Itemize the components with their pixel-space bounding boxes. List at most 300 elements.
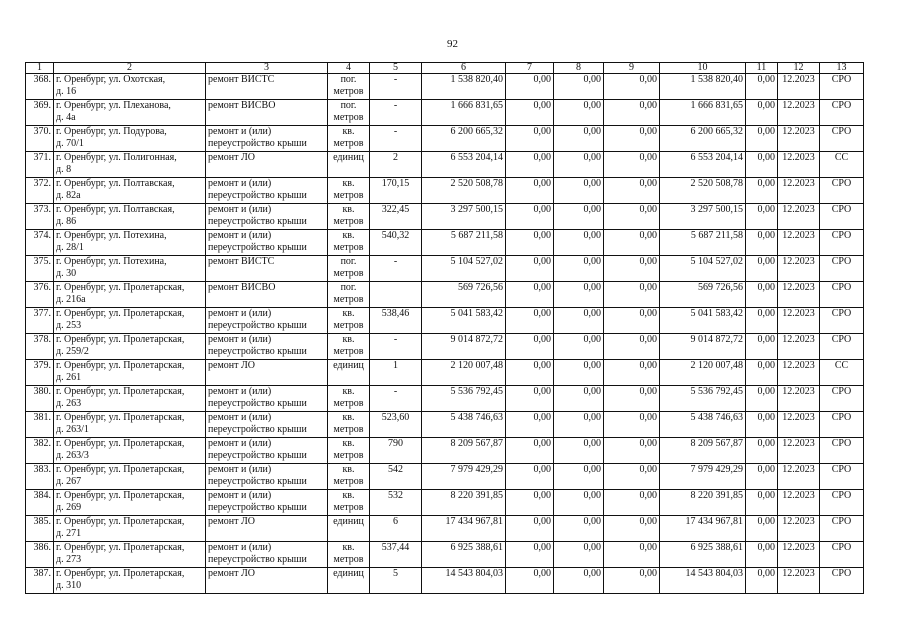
value-cell-10: 7 979 429,29	[660, 464, 746, 490]
address-cell-line: д. 263/1	[56, 424, 89, 435]
quantity-cell: 1	[370, 360, 422, 386]
work-type-cell-line: ремонт ВИСВО	[208, 282, 276, 293]
row-number-cell: 368.	[26, 74, 54, 100]
value-cell-7: 0,00	[506, 360, 554, 386]
value-cell-7: 0,00	[506, 230, 554, 256]
work-type-cell	[206, 360, 328, 386]
address-cell-line: г. Оренбург, ул. Потехина,	[56, 230, 167, 241]
term-cell: 12.2023	[778, 256, 820, 282]
address-cell-line: д. 269	[56, 502, 82, 513]
value-cell-11: 0,00	[746, 490, 778, 516]
unit-cell-line: кв.	[342, 178, 355, 189]
address-cell-line: д. 263/3	[56, 450, 89, 461]
work-type-cell-line: ремонт и (или)	[208, 334, 272, 345]
table-row	[26, 516, 864, 542]
row-number-cell: 373.	[26, 204, 54, 230]
address-cell	[54, 126, 206, 152]
row-number-cell: 376.	[26, 282, 54, 308]
work-type-cell-line: переустройство крыши	[208, 450, 307, 461]
source-cell: СРО	[820, 386, 864, 412]
value-cell-8: 0,00	[554, 542, 604, 568]
term-cell: 12.2023	[778, 308, 820, 334]
value-cell-8: 0,00	[554, 360, 604, 386]
address-cell-line: г. Оренбург, ул. Пролетарская,	[56, 282, 185, 293]
quantity-cell: 542	[370, 464, 422, 490]
source-cell: СРО	[820, 230, 864, 256]
quantity-cell: 538,46	[370, 308, 422, 334]
row-number-cell: 382.	[26, 438, 54, 464]
address-cell	[54, 100, 206, 126]
value-cell-10: 9 014 872,72	[660, 334, 746, 360]
unit-cell	[328, 100, 370, 126]
value-cell-7: 0,00	[506, 542, 554, 568]
value-cell-8: 0,00	[554, 412, 604, 438]
unit-cell	[328, 438, 370, 464]
total-cost-cell: 5 438 746,63	[422, 412, 506, 438]
term-cell: 12.2023	[778, 542, 820, 568]
value-cell-11: 0,00	[746, 308, 778, 334]
value-cell-9: 0,00	[604, 542, 660, 568]
total-cost-cell: 5 687 211,58	[422, 230, 506, 256]
value-cell-8: 0,00	[554, 516, 604, 542]
term-cell: 12.2023	[778, 100, 820, 126]
value-cell-7: 0,00	[506, 568, 554, 594]
address-cell-line: г. Оренбург, ул. Пролетарская,	[56, 412, 185, 423]
column-header: 12	[778, 63, 820, 74]
address-cell	[54, 256, 206, 282]
total-cost-cell: 3 297 500,15	[422, 204, 506, 230]
address-cell-line: г. Оренбург, ул. Плеханова,	[56, 100, 171, 111]
value-cell-8: 0,00	[554, 282, 604, 308]
work-type-cell-line: переустройство крыши	[208, 216, 307, 227]
unit-cell-line: кв.	[342, 464, 355, 475]
source-cell: СРО	[820, 256, 864, 282]
total-cost-cell: 2 120 007,48	[422, 360, 506, 386]
unit-cell-line: пог.	[340, 74, 357, 85]
column-header: 13	[820, 63, 864, 74]
work-type-cell	[206, 490, 328, 516]
work-type-cell	[206, 438, 328, 464]
unit-cell-line: пог.	[340, 100, 357, 111]
quantity-cell: 790	[370, 438, 422, 464]
unit-cell	[328, 308, 370, 334]
work-type-cell-line: ремонт и (или)	[208, 412, 272, 423]
work-type-cell	[206, 308, 328, 334]
value-cell-11: 0,00	[746, 516, 778, 542]
work-type-cell	[206, 386, 328, 412]
value-cell-8: 0,00	[554, 230, 604, 256]
unit-cell	[328, 568, 370, 594]
address-cell	[54, 412, 206, 438]
work-type-cell-line: ремонт и (или)	[208, 386, 272, 397]
unit-cell-line: кв.	[342, 412, 355, 423]
value-cell-8: 0,00	[554, 464, 604, 490]
column-header: 8	[554, 63, 604, 74]
address-cell-line: д. 4а	[56, 112, 76, 123]
value-cell-10: 14 543 804,03	[660, 568, 746, 594]
source-cell: СРО	[820, 412, 864, 438]
value-cell-7: 0,00	[506, 490, 554, 516]
table-row	[26, 438, 864, 464]
unit-cell-line: кв.	[342, 230, 355, 241]
value-cell-9: 0,00	[604, 230, 660, 256]
unit-cell-line: метров	[333, 294, 364, 305]
value-cell-7: 0,00	[506, 464, 554, 490]
address-cell-line: г. Оренбург, ул. Охотская,	[56, 74, 166, 85]
work-type-cell	[206, 542, 328, 568]
term-cell: 12.2023	[778, 74, 820, 100]
value-cell-10: 5 687 211,58	[660, 230, 746, 256]
unit-cell-line: метров	[333, 450, 364, 461]
column-header: 7	[506, 63, 554, 74]
address-cell	[54, 568, 206, 594]
row-number-cell: 380.	[26, 386, 54, 412]
value-cell-11: 0,00	[746, 74, 778, 100]
unit-cell-line: метров	[333, 554, 364, 565]
work-type-cell	[206, 152, 328, 178]
value-cell-7: 0,00	[506, 516, 554, 542]
address-cell-line: г. Оренбург, ул. Пролетарская,	[56, 334, 185, 345]
value-cell-10: 1 666 831,65	[660, 100, 746, 126]
table-row	[26, 412, 864, 438]
value-cell-7: 0,00	[506, 438, 554, 464]
value-cell-10: 5 104 527,02	[660, 256, 746, 282]
value-cell-7: 0,00	[506, 126, 554, 152]
unit-cell-line: кв.	[342, 334, 355, 345]
unit-cell	[328, 74, 370, 100]
quantity-cell: 540,32	[370, 230, 422, 256]
term-cell: 12.2023	[778, 230, 820, 256]
work-type-cell	[206, 334, 328, 360]
table-row	[26, 282, 864, 308]
unit-cell-line: метров	[333, 424, 364, 435]
address-cell-line: г. Оренбург, ул. Подурова,	[56, 126, 167, 137]
total-cost-cell: 7 979 429,29	[422, 464, 506, 490]
value-cell-11: 0,00	[746, 568, 778, 594]
column-header: 2	[54, 63, 206, 74]
quantity-cell: -	[370, 386, 422, 412]
value-cell-9: 0,00	[604, 334, 660, 360]
work-type-cell	[206, 282, 328, 308]
value-cell-11: 0,00	[746, 282, 778, 308]
source-cell: СРО	[820, 464, 864, 490]
header-row	[26, 63, 864, 74]
unit-cell-line: кв.	[342, 204, 355, 215]
work-type-cell-line: переустройство крыши	[208, 476, 307, 487]
value-cell-9: 0,00	[604, 256, 660, 282]
unit-cell-line: метров	[333, 86, 364, 97]
source-cell: СРО	[820, 100, 864, 126]
address-cell-line: г. Оренбург, ул. Полтавская,	[56, 204, 175, 215]
total-cost-cell: 6 553 204,14	[422, 152, 506, 178]
column-header: 3	[206, 63, 328, 74]
value-cell-10: 5 536 792,45	[660, 386, 746, 412]
work-type-cell-line: переустройство крыши	[208, 398, 307, 409]
quantity-cell: -	[370, 334, 422, 360]
value-cell-11: 0,00	[746, 464, 778, 490]
value-cell-10: 1 538 820,40	[660, 74, 746, 100]
source-cell: СС	[820, 152, 864, 178]
work-type-cell	[206, 516, 328, 542]
work-type-cell-line: переустройство крыши	[208, 554, 307, 565]
quantity-cell: -	[370, 74, 422, 100]
value-cell-10: 6 200 665,32	[660, 126, 746, 152]
table-row	[26, 74, 864, 100]
unit-cell	[328, 334, 370, 360]
source-cell: СРО	[820, 74, 864, 100]
unit-cell	[328, 360, 370, 386]
work-type-cell-line: переустройство крыши	[208, 242, 307, 253]
value-cell-9: 0,00	[604, 412, 660, 438]
term-cell: 12.2023	[778, 282, 820, 308]
address-cell-line: г. Оренбург, ул. Полигонная,	[56, 152, 177, 163]
value-cell-11: 0,00	[746, 386, 778, 412]
address-cell-line: д. 16	[56, 86, 77, 97]
term-cell: 12.2023	[778, 386, 820, 412]
row-number-cell: 375.	[26, 256, 54, 282]
unit-cell	[328, 282, 370, 308]
value-cell-11: 0,00	[746, 438, 778, 464]
source-cell: СРО	[820, 126, 864, 152]
term-cell: 12.2023	[778, 438, 820, 464]
address-cell-line: г. Оренбург, ул. Пролетарская,	[56, 542, 185, 553]
column-header: 6	[422, 63, 506, 74]
unit-cell	[328, 152, 370, 178]
address-cell	[54, 74, 206, 100]
work-type-cell-line: переустройство крыши	[208, 190, 307, 201]
total-cost-cell: 569 726,56	[422, 282, 506, 308]
unit-cell-line: метров	[333, 268, 364, 279]
quantity-cell: 2	[370, 152, 422, 178]
unit-cell	[328, 386, 370, 412]
work-type-cell-line: переустройство крыши	[208, 502, 307, 513]
column-header: 10	[660, 63, 746, 74]
table-row	[26, 490, 864, 516]
value-cell-9: 0,00	[604, 204, 660, 230]
table-row	[26, 308, 864, 334]
unit-cell-line: метров	[333, 216, 364, 227]
unit-cell	[328, 464, 370, 490]
value-cell-10: 2 520 508,78	[660, 178, 746, 204]
address-cell	[54, 152, 206, 178]
value-cell-8: 0,00	[554, 100, 604, 126]
work-type-cell-line: ремонт и (или)	[208, 438, 272, 449]
unit-cell-line: метров	[333, 476, 364, 487]
total-cost-cell: 1 538 820,40	[422, 74, 506, 100]
value-cell-11: 0,00	[746, 256, 778, 282]
unit-cell-line: пог.	[340, 282, 357, 293]
source-cell: СРО	[820, 516, 864, 542]
value-cell-9: 0,00	[604, 282, 660, 308]
row-number-cell: 386.	[26, 542, 54, 568]
unit-cell-line: кв.	[342, 542, 355, 553]
value-cell-9: 0,00	[604, 568, 660, 594]
value-cell-9: 0,00	[604, 516, 660, 542]
unit-cell	[328, 516, 370, 542]
source-cell: СРО	[820, 334, 864, 360]
total-cost-cell: 5 041 583,42	[422, 308, 506, 334]
quantity-cell: -	[370, 256, 422, 282]
work-type-cell-line: переустройство крыши	[208, 320, 307, 331]
term-cell: 12.2023	[778, 334, 820, 360]
table-row	[26, 386, 864, 412]
work-type-cell	[206, 464, 328, 490]
work-type-cell	[206, 204, 328, 230]
quantity-cell: 537,44	[370, 542, 422, 568]
quantity-cell: 322,45	[370, 204, 422, 230]
address-cell	[54, 490, 206, 516]
address-cell-line: г. Оренбург, ул. Потехина,	[56, 256, 167, 267]
table-row	[26, 152, 864, 178]
row-number-cell: 377.	[26, 308, 54, 334]
work-type-cell	[206, 412, 328, 438]
source-cell: СРО	[820, 568, 864, 594]
quantity-cell: 6	[370, 516, 422, 542]
work-type-cell-line: ремонт и (или)	[208, 178, 272, 189]
value-cell-7: 0,00	[506, 386, 554, 412]
table-row	[26, 256, 864, 282]
term-cell: 12.2023	[778, 490, 820, 516]
value-cell-10: 5 041 583,42	[660, 308, 746, 334]
term-cell: 12.2023	[778, 178, 820, 204]
row-number-cell: 372.	[26, 178, 54, 204]
work-type-cell-line: переустройство крыши	[208, 138, 307, 149]
work-type-cell	[206, 568, 328, 594]
unit-cell-line: метров	[333, 346, 364, 357]
table-row	[26, 100, 864, 126]
address-cell-line: д. 267	[56, 476, 82, 487]
value-cell-11: 0,00	[746, 178, 778, 204]
address-cell-line: д. 310	[56, 580, 82, 591]
value-cell-11: 0,00	[746, 542, 778, 568]
unit-cell-line: кв.	[342, 490, 355, 501]
row-number-cell: 387.	[26, 568, 54, 594]
unit-cell	[328, 490, 370, 516]
value-cell-8: 0,00	[554, 438, 604, 464]
table-body	[26, 74, 864, 594]
quantity-cell: 170,15	[370, 178, 422, 204]
work-type-cell-line: ремонт ЛО	[208, 152, 255, 163]
value-cell-9: 0,00	[604, 74, 660, 100]
quantity-cell	[370, 282, 422, 308]
quantity-cell: 5	[370, 568, 422, 594]
work-type-cell-line: ремонт ЛО	[208, 568, 255, 579]
unit-cell	[328, 230, 370, 256]
work-type-cell-line: переустройство крыши	[208, 424, 307, 435]
work-type-cell	[206, 74, 328, 100]
value-cell-10: 3 297 500,15	[660, 204, 746, 230]
value-cell-10: 6 553 204,14	[660, 152, 746, 178]
address-cell-line: г. Оренбург, ул. Пролетарская,	[56, 360, 185, 371]
unit-cell-line: кв.	[342, 386, 355, 397]
table-row	[26, 568, 864, 594]
unit-cell-line: кв.	[342, 308, 355, 319]
unit-cell-line: кв.	[342, 438, 355, 449]
address-cell-line: д. 70/1	[56, 138, 84, 149]
address-cell	[54, 204, 206, 230]
value-cell-9: 0,00	[604, 100, 660, 126]
value-cell-9: 0,00	[604, 126, 660, 152]
value-cell-9: 0,00	[604, 464, 660, 490]
value-cell-8: 0,00	[554, 152, 604, 178]
value-cell-10: 2 120 007,48	[660, 360, 746, 386]
unit-cell-line: метров	[333, 138, 364, 149]
value-cell-8: 0,00	[554, 490, 604, 516]
row-number-cell: 371.	[26, 152, 54, 178]
source-cell: СС	[820, 360, 864, 386]
address-cell-line: д. 82а	[56, 190, 81, 201]
value-cell-10: 8 220 391,85	[660, 490, 746, 516]
value-cell-11: 0,00	[746, 334, 778, 360]
total-cost-cell: 8 209 567,87	[422, 438, 506, 464]
value-cell-7: 0,00	[506, 334, 554, 360]
term-cell: 12.2023	[778, 412, 820, 438]
address-cell	[54, 360, 206, 386]
value-cell-8: 0,00	[554, 204, 604, 230]
row-number-cell: 381.	[26, 412, 54, 438]
work-type-cell-line: ремонт и (или)	[208, 308, 272, 319]
value-cell-9: 0,00	[604, 178, 660, 204]
address-cell-line: д. 8	[56, 164, 72, 175]
quantity-cell: -	[370, 100, 422, 126]
unit-cell-line: кв.	[342, 126, 355, 137]
value-cell-7: 0,00	[506, 100, 554, 126]
value-cell-7: 0,00	[506, 256, 554, 282]
address-cell-line: г. Оренбург, ул. Пролетарская,	[56, 464, 185, 475]
unit-cell	[328, 204, 370, 230]
value-cell-10: 569 726,56	[660, 282, 746, 308]
register-table	[25, 62, 864, 594]
address-cell-line: д. 253	[56, 320, 82, 331]
table-row	[26, 464, 864, 490]
unit-cell-line: метров	[333, 502, 364, 513]
value-cell-11: 0,00	[746, 100, 778, 126]
column-header: 5	[370, 63, 422, 74]
column-header: 11	[746, 63, 778, 74]
address-cell-line: д. 263	[56, 398, 82, 409]
work-type-cell-line: ремонт и (или)	[208, 542, 272, 553]
column-header: 9	[604, 63, 660, 74]
address-cell-line: г. Оренбург, ул. Пролетарская,	[56, 386, 185, 397]
work-type-cell	[206, 230, 328, 256]
work-type-cell-line: ремонт ВИСВО	[208, 100, 276, 111]
value-cell-9: 0,00	[604, 438, 660, 464]
work-type-cell-line: ремонт ЛО	[208, 516, 255, 527]
address-cell-line: г. Оренбург, ул. Пролетарская,	[56, 516, 185, 527]
value-cell-8: 0,00	[554, 334, 604, 360]
address-cell	[54, 386, 206, 412]
quantity-cell: -	[370, 126, 422, 152]
work-type-cell-line: ремонт и (или)	[208, 204, 272, 215]
table-row	[26, 334, 864, 360]
unit-cell	[328, 126, 370, 152]
table-row	[26, 230, 864, 256]
term-cell: 12.2023	[778, 568, 820, 594]
address-cell	[54, 516, 206, 542]
total-cost-cell: 5 104 527,02	[422, 256, 506, 282]
unit-cell-line: единиц	[333, 568, 364, 579]
row-number-cell: 378.	[26, 334, 54, 360]
value-cell-7: 0,00	[506, 204, 554, 230]
value-cell-7: 0,00	[506, 282, 554, 308]
row-number-cell: 379.	[26, 360, 54, 386]
unit-cell-line: единиц	[333, 152, 364, 163]
value-cell-11: 0,00	[746, 126, 778, 152]
value-cell-9: 0,00	[604, 152, 660, 178]
value-cell-11: 0,00	[746, 230, 778, 256]
work-type-cell	[206, 100, 328, 126]
address-cell	[54, 438, 206, 464]
